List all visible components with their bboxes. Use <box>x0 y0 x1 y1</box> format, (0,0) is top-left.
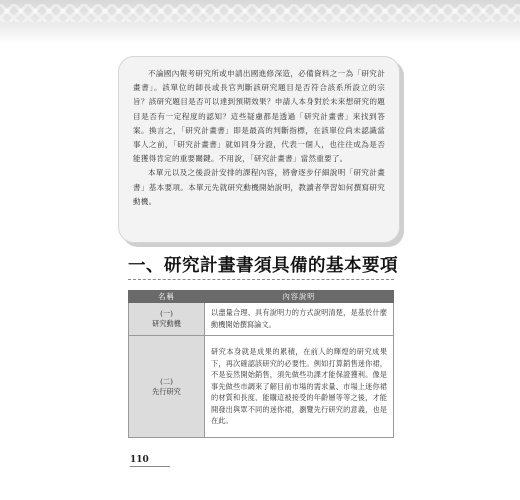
row-description: 研究本身就是成果的累積，在前人的輝煌的研究成果下，再次確認該研究的必要性。例如打算銷售迷你裙，不是妄然開始銷售，須先做些功課才能保證獲利。像是事先做些市調來了解目前市場的需求量、市場上迷你裙的材質和長度、能購這被接受的年齡層等等之後，才能開發出與眾不同的迷你裙，瀏覽先行研究的意義，也是在此。 <box>205 336 394 438</box>
row-name: 先行研究 <box>152 386 181 396</box>
section-title: 一、研究計畫書須具備的基本要項 <box>128 256 398 276</box>
intro-paragraph-1: 不論國內報考研究所或申請出國進修深造，必備資料之一為「研究計畫書」。該單位的師長或長官判斷該研究題目是否符合該系所設立的宗旨？該研究題目是否可以達到預期效果？申請人本身對於未來想研究的題目是否有一定程度的認知？這些疑慮都是透過「研究計畫書」來找到答案。換言之，「研究計畫書」即是最高的判斷指標，在該單位尚未認識當事人之前，「研究計畫書」就如同身分證，代表一個人，也往往成為是否能獲得肯定的重要關鍵。不用說，「研究計畫書」當然重要了。 <box>133 69 385 164</box>
row-number: (一) <box>160 309 173 318</box>
row-name-cell <box>129 336 205 438</box>
page-header-band <box>0 0 520 44</box>
intro-box <box>118 56 400 243</box>
row-description: 以盡量合理、具有說明力的方式說明清楚，是基於什麼動機開始撰寫論文。 <box>205 303 394 336</box>
table-header-row <box>129 291 394 303</box>
column-header-description: 內容說明 <box>205 291 394 303</box>
row-name: 研究動機 <box>152 319 181 328</box>
table-row <box>129 336 394 438</box>
row-number: (二) <box>160 376 173 386</box>
table-row <box>129 303 394 336</box>
section-divider <box>128 279 394 280</box>
requirements-table <box>128 290 394 438</box>
page-number: 110 <box>130 455 170 467</box>
column-header-name: 名稱 <box>129 291 205 303</box>
intro-paragraph-2: 本單元以及之後設計安排的課程內容，將會逐步仔細說明「研究計畫書」基本要項。本單元先就研究動機開始說明，教讀者學習如何撰寫研究動機。 <box>133 168 385 206</box>
decorative-pattern <box>0 4 520 22</box>
row-name-cell <box>129 303 205 336</box>
